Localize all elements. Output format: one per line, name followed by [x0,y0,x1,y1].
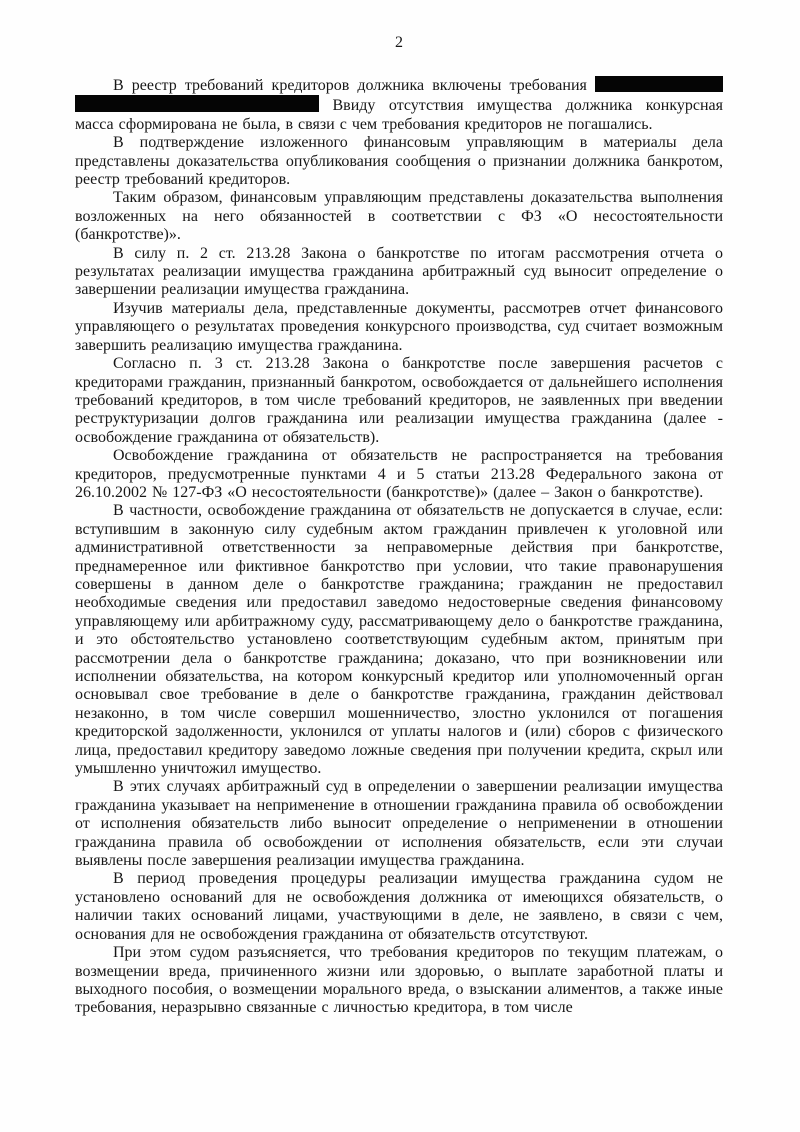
paragraph-6: Согласно п. 3 ст. 213.28 Закона о банкротстве после завершения расчетов с кредиторами гражданин, признанный банкротом, освобождается от дальнейшего исполнения требований кредиторов, в том числе требований кредиторов, не заявленных при введении реструктуризации долгов гражданина или реализации имущества гражданина (далее - освобождение гражданина от обязательств). [75,355,723,446]
paragraph-1-text-before: В реестр требований кредиторов должника включены требования [113,77,587,94]
paragraph-10: В период проведения процедуры реализации имущества гражданина судом не установлено оснований для не освобождения должника от имеющихся обязательств, о наличии таких оснований лицами, участвующими в деле, не заявлено, в связи с чем, основания для не освобождения гражданина от обязательств отсутствуют. [75,870,723,943]
paragraph-4: В силу п. 2 ст. 213.28 Закона о банкротстве по итогам рассмотрения отчета о результатах реализации имущества гражданина арбитражный суд выносит определение о завершении реализации имущества гражданина. [75,244,723,299]
redaction-bar-1 [595,76,723,92]
paragraph-7: Освобождение гражданина от обязательств не распространяется на требования кредиторов, предусмотренные пунктами 4 и 5 статьи 213.28 Федерального закона от 26.10.2002 № 127-ФЗ «О несостоятельности (банкротстве)» (далее – Закон о банкротстве). [75,447,723,501]
paragraph-8: В частности, освобождение гражданина от обязательств не допускается в случае, если: вступившим в законную силу судебным актом гражданин привлечен к уголовной или административной ответственности за неправомерные действия при банкротстве, преднамеренное или фиктивное банкротство при условии, что такие правонарушения совершены в данном деле о банкротстве гражданина; гражданин не предоставил необходимые сведения или предоставил заведомо недостоверные сведения финансовому управляющему или арбитражному суду, рассматривающему дело о банкротстве гражданина, и это обстоятельство установлено соответствующим судебным актом, принятым при рассмотрении дела о банкротстве гражданина; доказано, что при возникновении или исполнении обязательства, на котором конкурсный кредитор или уполномоченный орган основывал свое требование в деле о банкротстве гражданина, гражданин действовал незаконно, в том числе совершил мошенничество, злостно уклонился от погашения кредиторской задолженности, уклонился от уплаты налогов и (или) сборов с физического лица, предоставил кредитору заведомо ложные сведения при получении кредита, скрыл или умышленно уничтожил имущество. [75,502,723,778]
redaction-bar-2 [75,95,319,112]
paragraph-9: В этих случаях арбитражный суд в определении о завершении реализации имущества гражданина указывает на неприменение в отношении гражданина правила об освобождении от исполнения обязательств либо выносит определение о неприменении в отношении гражданина правила об освобождении от исполнения обязательств, если эти случаи выявлены после завершения реализации имущества гражданина. [75,778,723,870]
paragraph-1-text-after: Ввиду отсутствия имущества должника конкурсная масса сформирована не была, в связи с чем требования кредиторов не погашались. [75,97,723,133]
paragraph-1 [75,76,723,134]
paragraph-11: При этом судом разъясняется, что требования кредиторов по текущим платежам, о возмещении вреда, причиненного жизни или здоровью, о выплате заработной платы и выходного пособия, о возмещении морального вреда, о взыскании алиментов, а также иные требования, неразрывно связанные с личностью кредитора, в том числе [75,944,723,1017]
paragraph-2: В подтверждение изложенного финансовым управляющим в материалы дела представлены доказательства опубликования сообщения о признании должника банкротом, реестр требований кредиторов. [75,134,723,189]
page-number: 2 [395,34,403,51]
paragraph-3: Таким образом, финансовым управляющим представлены доказательства выполнения возложенных на него обязанностей в соответствии с ФЗ «О несостоятельности (банкротстве)». [75,189,723,244]
paragraph-5: Изучив материалы дела, представленные документы, рассмотрев отчет финансового управляющего о результатах проведения конкурсного производства, суд считает возможным завершить реализацию имущества гражданина. [75,299,723,354]
document-body [75,76,723,1018]
